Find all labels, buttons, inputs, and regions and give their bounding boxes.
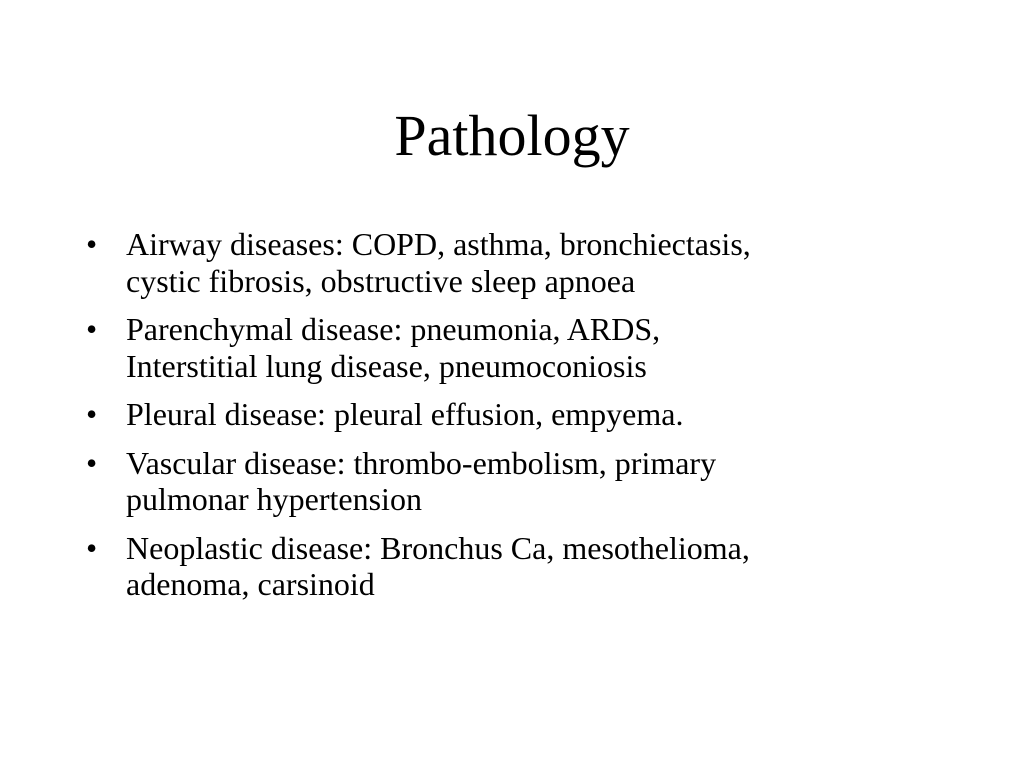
bullet-item [84,445,944,518]
bullet-item [84,396,944,433]
bullet-item [84,226,944,299]
bullet-line: Neoplastic disease: Bronchus Ca, mesothelioma, [126,529,750,566]
bullet-line: Airway diseases: COPD, asthma, bronchiectasis, [126,226,751,262]
bullet-dot: • [86,396,98,432]
bullet-line: adenoma, carsinoid [126,566,375,602]
bullet-line: pulmonar hypertension [126,481,422,517]
bullet-item [84,311,944,384]
bullet-dot: • [86,226,98,262]
bullet-line: Parenchymal disease: pneumonia, ARDS, [126,311,661,347]
slide-title: Pathology [394,103,630,168]
bullet-dot: • [86,444,98,481]
bullet-dot: • [86,311,98,347]
bullet-line: cystic fibrosis, obstructive sleep apnoea [126,262,636,299]
bullet-dot: • [86,529,98,566]
bullet-line: Interstitial lung disease, pneumoconiosis [126,347,647,384]
bullet-line: Vascular disease: thrombo-embolism, primary [126,444,717,481]
bullet-line: Pleural disease: pleural effusion, empyema. [126,396,684,432]
bullet-list [84,226,944,615]
bullet-item [84,530,944,603]
